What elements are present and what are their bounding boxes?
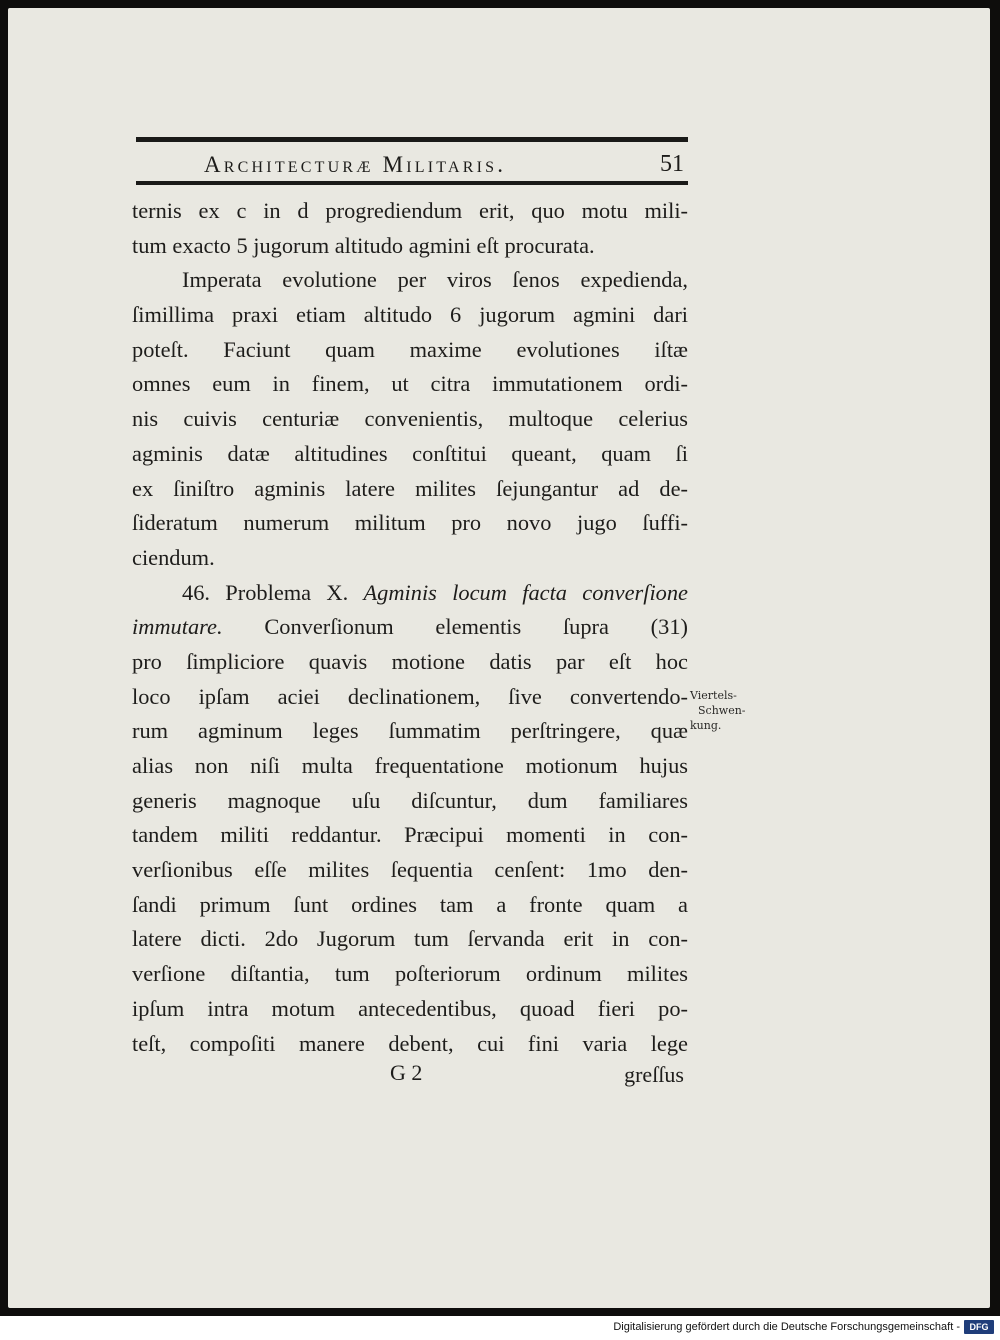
text-line: rum agminum leges ſummatim perſtringere, quæ [132, 718, 688, 744]
running-title: Architecturæ Militaris. [204, 152, 507, 177]
text-line: ipſum intra motum antecedentibus, quoad fieri po- [132, 995, 688, 1021]
problem-title: Agminis locum facta converſione [363, 579, 688, 605]
running-header [136, 148, 688, 180]
text-segment: Converſionum elementis ſupra (31) [264, 614, 688, 640]
text-line: ſimillima praxi etiam altitudo 6 jugorum agmini dari [132, 302, 688, 328]
text-line: alias non niſi multa frequentatione motionum hujus [132, 753, 688, 778]
text-line: tandem militi reddantur. Præcipui momenti in con- [132, 822, 688, 848]
credit-text: Digitalisierung gefördert durch die Deutsche Forschungsgemeinschaft - [613, 1321, 960, 1333]
text-line [132, 610, 688, 645]
text-line: teſt, compoſiti manere debent, cui fini varia lege [132, 1030, 688, 1056]
text-line: omnes eum in finem, ut citra immutationem ordi- [132, 371, 688, 397]
text-line: ciendum. [132, 544, 215, 570]
text-line: ſandi primum ſunt ordines tam a fronte quam a [132, 891, 688, 917]
text-line: pro ſimpliciore quavis motione datis par eſt hoc [132, 648, 688, 674]
margin-note-line: Schwen- [698, 704, 746, 717]
problem-number: 46. Problema X. [182, 579, 349, 605]
text-line: generis magnoque uſu diſcuntur, dum familiares [132, 787, 688, 813]
text-line: nis cuivis centuriæ convenientis, multoque celerius [132, 406, 688, 432]
text-line: ternis ex c in d progrediendum erit, quo motu mili- [132, 198, 688, 223]
text-line: latere dicti. 2do Jugorum tum ſervanda erit in con- [132, 926, 688, 952]
header-rule-top [136, 137, 688, 142]
text-line: tum exacto 5 jugorum altitudo agmini eſt procurata. [132, 232, 595, 258]
body-text [132, 194, 688, 1061]
header-rule-bottom [136, 181, 688, 185]
text-line: verſionibus eſſe milites ſequentia cenſent: 1mo den- [132, 857, 688, 883]
problem-title-cont: immutare. [132, 614, 223, 640]
dfg-logo: DFG [964, 1320, 994, 1334]
text-line: ex ſiniſtro agminis latere milites ſejungantur ad de- [132, 475, 688, 501]
catchword: greſſus [624, 1062, 684, 1087]
margin-note-line: kung. [690, 719, 722, 732]
text-line: verſione diſtantia, tum poſteriorum ordinum milites [132, 961, 688, 987]
text-line: Imperata evolutione per viros ſenos expedienda, [182, 267, 688, 293]
margin-note-line: Viertels- [690, 689, 737, 702]
text-line-problem [132, 576, 688, 611]
signature-mark: G 2 [390, 1060, 423, 1085]
text-line: ſideratum numerum militum pro novo jugo ſuffi- [132, 510, 688, 536]
text-line: poteſt. Faciunt quam maxime evolutiones iſtæ [132, 336, 688, 362]
text-line: loco ipſam aciei declinationem, ſive convertendo- [132, 683, 688, 709]
page-number: 51 [660, 151, 684, 177]
credit-bar [0, 1316, 1000, 1340]
text-line: agminis datæ altitudines conſtitui queant, quam ſi [132, 440, 688, 466]
margin-note [690, 688, 760, 733]
